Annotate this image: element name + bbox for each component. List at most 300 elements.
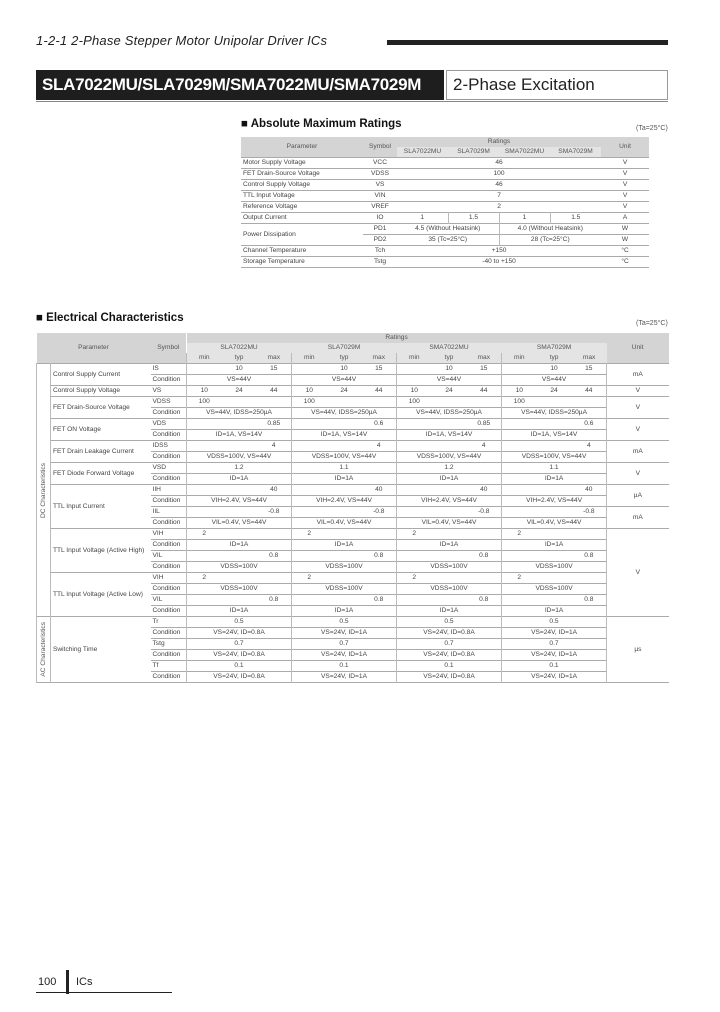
ec-condition: VS=44V, IDSS=250µA	[502, 408, 607, 419]
ec-value: -0.8	[583, 508, 595, 515]
ec-condition: VS=24V, ID=0.8A	[397, 628, 502, 639]
ec-parameter: FET Diode Forward Voltage	[53, 469, 135, 477]
ec-value: 15	[270, 365, 278, 372]
ec-value	[572, 529, 607, 540]
table-row: PD2 35 (Tc=25°C) 28 (Tc=25°C) W	[241, 235, 649, 246]
ec-value: 0.1	[339, 662, 349, 669]
table-row: Output Current IO 1 1.5 1 1.5 A	[241, 213, 649, 224]
ec-condition: ID=1A	[187, 540, 292, 551]
ec-symbol: Condition	[152, 673, 181, 680]
ec-value: 0.7	[444, 640, 454, 647]
ec-value	[257, 661, 292, 672]
ec-condition: VDSS=100V	[397, 562, 502, 573]
ec-value	[432, 419, 467, 430]
ac-group-label	[37, 617, 51, 683]
ec-value	[327, 441, 362, 452]
ec-value	[537, 397, 572, 408]
dc-group-text: DC Characteristics	[40, 462, 47, 518]
ec-condition: VDSS=100V, VS=44V	[292, 452, 397, 463]
ec-condition: VDSS=100V, VS=44V	[187, 452, 292, 463]
ec-value: 0.8	[584, 596, 594, 603]
ec-parameter: FET Drain Leakage Current	[53, 447, 134, 455]
ec-value	[187, 617, 222, 628]
ec-value	[327, 507, 362, 518]
ec-value	[537, 419, 572, 430]
amr-model: SLA7029M	[448, 147, 499, 158]
table-row	[37, 463, 669, 474]
ec-value	[222, 397, 257, 408]
ec-value	[397, 419, 432, 430]
ec-condition: ID=1A	[292, 606, 397, 617]
ec-value	[502, 661, 537, 672]
ec-value: 10	[187, 386, 222, 397]
ec-symbol: IIH	[152, 486, 161, 493]
ec-symbol: VDSS	[152, 398, 171, 405]
ec-unit: µA	[607, 485, 669, 507]
ec-model: SMA7029M	[502, 343, 607, 353]
ec-value	[467, 529, 502, 540]
ec-model: SMA7022MU	[397, 343, 502, 353]
ec-value: 0.1	[549, 662, 559, 669]
ec-value	[397, 595, 432, 606]
ec-value	[467, 397, 502, 408]
ec-condition: VS=24V, ID=0.8A	[187, 650, 292, 661]
ec-value	[187, 485, 222, 496]
ec-sub-max: max	[467, 353, 502, 364]
ec-condition: VDSS=100V	[187, 562, 292, 573]
ec-symbol: Condition	[152, 629, 181, 636]
ec-col-ratings: Ratings	[187, 333, 607, 343]
ec-value: 0.8	[269, 552, 279, 559]
ec-value	[187, 441, 222, 452]
dc-group-label	[37, 364, 51, 617]
ec-symbol: IIL	[152, 508, 160, 515]
ec-value	[327, 529, 362, 540]
ec-condition: VIL=0.4V, VS=44V	[502, 518, 607, 529]
ec-condition: VIH=2.4V, VS=44V	[292, 496, 397, 507]
ec-value: 0.7	[234, 640, 244, 647]
ec-value: 10	[502, 386, 537, 397]
ec-condition: VS=24V, ID=1A	[292, 672, 397, 683]
ec-symbol: VIL	[152, 596, 163, 603]
ec-value: 24	[235, 387, 243, 394]
ec-model: SLA7029M	[292, 343, 397, 353]
ec-condition: ID=1A	[397, 606, 502, 617]
ec-value	[432, 507, 467, 518]
ec-sub-max: max	[257, 353, 292, 364]
ec-value	[432, 485, 467, 496]
ec-value	[397, 441, 432, 452]
footer-rule	[36, 992, 172, 993]
ec-condition: ID=1A	[397, 474, 502, 485]
ec-value	[572, 463, 607, 474]
ec-value: 4	[271, 442, 276, 449]
ec-sub-typ: typ	[432, 353, 467, 364]
ec-value	[327, 419, 362, 430]
title-block	[36, 70, 668, 100]
ec-condition: VDSS=100V	[502, 562, 607, 573]
ec-value	[467, 463, 502, 474]
ac-group-text: AC Characteristics	[40, 622, 47, 677]
electrical-characteristics-table	[36, 333, 669, 683]
ec-value: -0.8	[268, 508, 280, 515]
ec-value	[257, 573, 292, 584]
ec-condition: VDSS=100V	[292, 584, 397, 595]
ec-sub-typ: typ	[222, 353, 257, 364]
ec-condition: VS=24V, ID=0.8A	[397, 672, 502, 683]
ec-condition: VDSS=100V	[502, 584, 607, 595]
ec-value	[502, 595, 537, 606]
ec-value	[362, 397, 397, 408]
ec-value	[502, 551, 537, 562]
ec-value	[257, 529, 292, 540]
ec-value	[432, 529, 467, 540]
ec-value	[572, 661, 607, 672]
ec-condition: ID=1A	[292, 474, 397, 485]
table-row	[37, 441, 669, 452]
ec-value: 10	[340, 365, 348, 372]
ec-symbol: Condition	[152, 607, 181, 614]
ec-value: 1.1	[339, 464, 349, 471]
ec-value: 10	[397, 386, 432, 397]
amr-model: SMA7022MU	[499, 147, 550, 158]
amr-col-parameter: Parameter	[241, 137, 363, 158]
ec-value	[222, 485, 257, 496]
ec-unit: V	[607, 463, 669, 485]
table-row	[37, 419, 669, 430]
ec-value: 100	[502, 397, 537, 408]
ec-symbol: Condition	[152, 585, 181, 592]
ec-condition: ID=1A	[397, 540, 502, 551]
amr-col-symbol: Symbol	[363, 137, 397, 158]
ec-parameter: Control Supply Voltage	[53, 387, 121, 394]
ec-value: 0.8	[479, 552, 489, 559]
ec-value	[222, 551, 257, 562]
ec-value: 2	[187, 573, 222, 584]
ec-model: SLA7022MU	[187, 343, 292, 353]
ec-value	[502, 364, 537, 375]
amr-col-ratings: Ratings	[397, 137, 601, 147]
ec-value	[292, 507, 327, 518]
ec-value	[292, 441, 327, 452]
ec-value	[187, 419, 222, 430]
ec-value	[397, 485, 432, 496]
ec-value: 10	[550, 365, 558, 372]
ec-value	[467, 639, 502, 650]
ec-condition: ID=1A	[292, 540, 397, 551]
ec-unit: V	[607, 397, 669, 419]
ec-value: 2	[397, 529, 432, 540]
ec-symbol: VIH	[152, 530, 164, 537]
ec-value	[537, 485, 572, 496]
ec-condition: VIH=2.4V, VS=44V	[502, 496, 607, 507]
ec-value	[187, 364, 222, 375]
ec-condition: VS=44V	[187, 375, 292, 386]
ec-value: 24	[445, 387, 453, 394]
ec-value	[222, 529, 257, 540]
ec-value: -0.8	[478, 508, 490, 515]
ec-value: 40	[270, 486, 278, 493]
ec-value: 0.6	[374, 420, 384, 427]
ec-sub-typ: typ	[327, 353, 362, 364]
ec-value	[187, 595, 222, 606]
ec-parameter: Switching Time	[53, 645, 98, 653]
ec-condition: VDSS=100V	[187, 584, 292, 595]
ec-value: 2	[292, 529, 327, 540]
ec-value	[362, 463, 397, 474]
ec-value: 24	[340, 387, 348, 394]
ec-value: 0.5	[549, 618, 559, 625]
ec-symbol: Condition	[152, 431, 181, 438]
table-row: Channel Temperature Tch +150 °C	[241, 246, 649, 257]
ec-value: 44	[270, 387, 278, 394]
amr-col-unit: Unit	[601, 137, 649, 158]
ec-value	[502, 617, 537, 628]
ec-value: 0.5	[444, 618, 454, 625]
ec-value	[432, 573, 467, 584]
ec-value: 1.2	[444, 464, 454, 471]
ec-value	[327, 551, 362, 562]
ec-parameter: TTL Input Voltage (Active High)	[53, 546, 145, 554]
ec-condition: VS=24V, ID=0.8A	[187, 672, 292, 683]
ec-condition: VDSS=100V	[292, 562, 397, 573]
ec-value	[467, 661, 502, 672]
ec-condition: VIH=2.4V, VS=44V	[187, 496, 292, 507]
ec-value	[327, 397, 362, 408]
ec-value: 0.6	[584, 420, 594, 427]
amr-model: SMA7029M	[550, 147, 601, 158]
ec-value	[397, 661, 432, 672]
ec-symbol: VDS	[152, 420, 167, 427]
table-row	[37, 573, 669, 584]
ec-value: 0.7	[339, 640, 349, 647]
ec-value: 40	[480, 486, 488, 493]
ec-unit: V	[607, 386, 669, 397]
ec-sub-min: min	[187, 353, 222, 364]
table-row: Power Dissipation PD1 4.5 (Without Heatsink) 4.0 (Without Heatsink) W	[241, 224, 649, 235]
ec-value	[432, 397, 467, 408]
ec-value: 44	[375, 387, 383, 394]
page-number: 100	[38, 976, 57, 988]
amr-section-title: ■ Absolute Maximum Ratings	[241, 118, 402, 130]
ec-condition: ID=1A	[502, 540, 607, 551]
ec-value: 44	[585, 387, 593, 394]
ec-sub-typ: typ	[537, 353, 572, 364]
ec-value	[257, 617, 292, 628]
ec-symbol: Condition	[152, 541, 181, 548]
title-underline	[36, 101, 668, 102]
table-row	[37, 386, 669, 397]
ec-symbol: Tr	[152, 618, 159, 625]
ec-condition: VIL=0.4V, VS=44V	[292, 518, 397, 529]
ec-symbol: Tstg	[152, 640, 165, 647]
ec-value: 4	[586, 442, 591, 449]
ec-value: 40	[585, 486, 593, 493]
ec-value	[502, 419, 537, 430]
ec-value	[222, 507, 257, 518]
ec-value: 40	[375, 486, 383, 493]
ec-symbol: VS	[152, 387, 162, 394]
ec-value: 0.85	[267, 420, 281, 427]
table-row	[37, 364, 669, 375]
table-row	[37, 485, 669, 496]
ec-value	[292, 485, 327, 496]
ec-value: 10	[445, 365, 453, 372]
ec-value: 15	[480, 365, 488, 372]
ec-value: 100	[292, 397, 327, 408]
ec-value: 100	[187, 397, 222, 408]
ec-value	[572, 617, 607, 628]
ec-symbol: VIL	[152, 552, 163, 559]
ec-unit: mA	[607, 507, 669, 529]
table-row: Motor Supply Voltage VCC 46 V	[241, 158, 649, 169]
ec-symbol: Condition	[152, 519, 181, 526]
ec-value	[222, 441, 257, 452]
ec-col-unit: Unit	[607, 333, 669, 364]
ec-value: 1.2	[234, 464, 244, 471]
ec-value: 2	[502, 573, 537, 584]
ec-value	[572, 573, 607, 584]
ec-condition: VS=24V, ID=0.8A	[397, 650, 502, 661]
ec-symbol: Tf	[152, 662, 159, 669]
amr-ta-note: (Ta=25°C)	[636, 125, 668, 132]
ec-value	[327, 485, 362, 496]
ec-condition: VS=24V, ID=1A	[502, 628, 607, 639]
ec-value	[187, 639, 222, 650]
table-row	[37, 529, 669, 540]
ec-symbol: Condition	[152, 409, 181, 416]
ec-symbol: IDSS	[152, 442, 168, 449]
ec-value	[467, 617, 502, 628]
ec-value	[257, 463, 292, 474]
ec-condition: VS=24V, ID=1A	[292, 650, 397, 661]
ec-value	[397, 463, 432, 474]
ec-sub-min: min	[502, 353, 537, 364]
ec-value	[362, 573, 397, 584]
ec-sub-max: max	[362, 353, 397, 364]
ec-value: 10	[292, 386, 327, 397]
ec-sub-min: min	[397, 353, 432, 364]
table-row: Reference Voltage VREF 2 V	[241, 202, 649, 213]
ec-value	[362, 639, 397, 650]
ec-value: 15	[585, 365, 593, 372]
ec-condition: VIL=0.4V, VS=44V	[187, 518, 292, 529]
ec-symbol: VSD	[152, 464, 167, 471]
table-row	[37, 397, 669, 408]
ec-value	[397, 639, 432, 650]
ec-condition: ID=1A, VS=14V	[397, 430, 502, 441]
ec-parameter: TTL Input Voltage (Active Low)	[53, 590, 143, 598]
ec-section-title: ■ Electrical Characteristics	[36, 312, 184, 324]
ec-symbol: IS	[152, 365, 159, 372]
ec-value: 0.8	[479, 596, 489, 603]
excitation-title: 2-Phase Excitation	[446, 70, 668, 100]
ec-condition: VS=44V	[292, 375, 397, 386]
ec-condition: VS=44V	[397, 375, 502, 386]
ec-value	[537, 441, 572, 452]
ec-value: 2	[502, 529, 537, 540]
ec-condition: ID=1A	[502, 474, 607, 485]
ec-value	[432, 441, 467, 452]
ec-symbol: Condition	[152, 453, 181, 460]
ec-value: 0.8	[584, 552, 594, 559]
ec-condition: ID=1A	[187, 474, 292, 485]
ec-value	[537, 529, 572, 540]
ec-value	[572, 639, 607, 650]
ec-value	[222, 419, 257, 430]
ec-symbol: Condition	[152, 497, 181, 504]
ec-value: 0.8	[374, 596, 384, 603]
ec-value	[187, 551, 222, 562]
ec-value	[292, 639, 327, 650]
ec-value: 24	[550, 387, 558, 394]
ec-value: 0.8	[269, 596, 279, 603]
ec-value	[292, 595, 327, 606]
ec-unit: V	[607, 529, 669, 617]
ec-unit: V	[607, 419, 669, 441]
ec-value: 2	[397, 573, 432, 584]
ec-value	[292, 551, 327, 562]
ec-value	[292, 661, 327, 672]
ec-parameter: Control Supply Current	[53, 370, 121, 378]
ec-sub-max: max	[572, 353, 607, 364]
ec-value: 4	[376, 442, 381, 449]
ec-condition: VS=44V, IDSS=250µA	[397, 408, 502, 419]
ec-condition: VIH=2.4V, VS=44V	[397, 496, 502, 507]
ec-condition: VS=24V, ID=0.8A	[187, 628, 292, 639]
ec-condition: VS=24V, ID=1A	[502, 650, 607, 661]
ec-value: -0.8	[373, 508, 385, 515]
ec-condition: ID=1A	[502, 606, 607, 617]
ec-condition: VDSS=100V, VS=44V	[397, 452, 502, 463]
ec-symbol: Condition	[152, 475, 181, 482]
ec-value	[432, 595, 467, 606]
ec-condition: VDSS=100V, VS=44V	[502, 452, 607, 463]
ec-ta-note: (Ta=25°C)	[636, 320, 668, 327]
ec-value	[222, 573, 257, 584]
ec-value: 4	[481, 442, 486, 449]
ec-value: 1.1	[549, 464, 559, 471]
ec-value	[327, 573, 362, 584]
part-title: SLA7022MU/SLA7029M/SMA7022MU/SMA7029M	[36, 70, 444, 100]
ec-value	[432, 551, 467, 562]
ec-value	[502, 441, 537, 452]
ec-value	[292, 463, 327, 474]
ec-condition: ID=1A, VS=14V	[187, 430, 292, 441]
ec-value: 0.5	[234, 618, 244, 625]
ec-value	[537, 507, 572, 518]
ec-condition: VS=24V, ID=1A	[502, 672, 607, 683]
ec-value	[292, 617, 327, 628]
ec-value: 0.8	[374, 552, 384, 559]
footer-section: ICs	[76, 976, 93, 988]
ec-value	[502, 639, 537, 650]
ec-value: 0.1	[444, 662, 454, 669]
ec-value	[397, 617, 432, 628]
ec-value: 0.85	[477, 420, 491, 427]
ec-value	[187, 661, 222, 672]
table-row: FET Drain-Source Voltage VDSS 100 V	[241, 169, 649, 180]
ec-value	[257, 397, 292, 408]
table-row	[37, 617, 669, 628]
ec-value	[537, 595, 572, 606]
ec-value	[257, 639, 292, 650]
ec-value	[397, 507, 432, 518]
ec-value	[572, 397, 607, 408]
series-header: 1-2-1 2-Phase Stepper Motor Unipolar Driver ICs	[36, 33, 328, 48]
ec-value	[502, 485, 537, 496]
ec-value: 44	[480, 387, 488, 394]
